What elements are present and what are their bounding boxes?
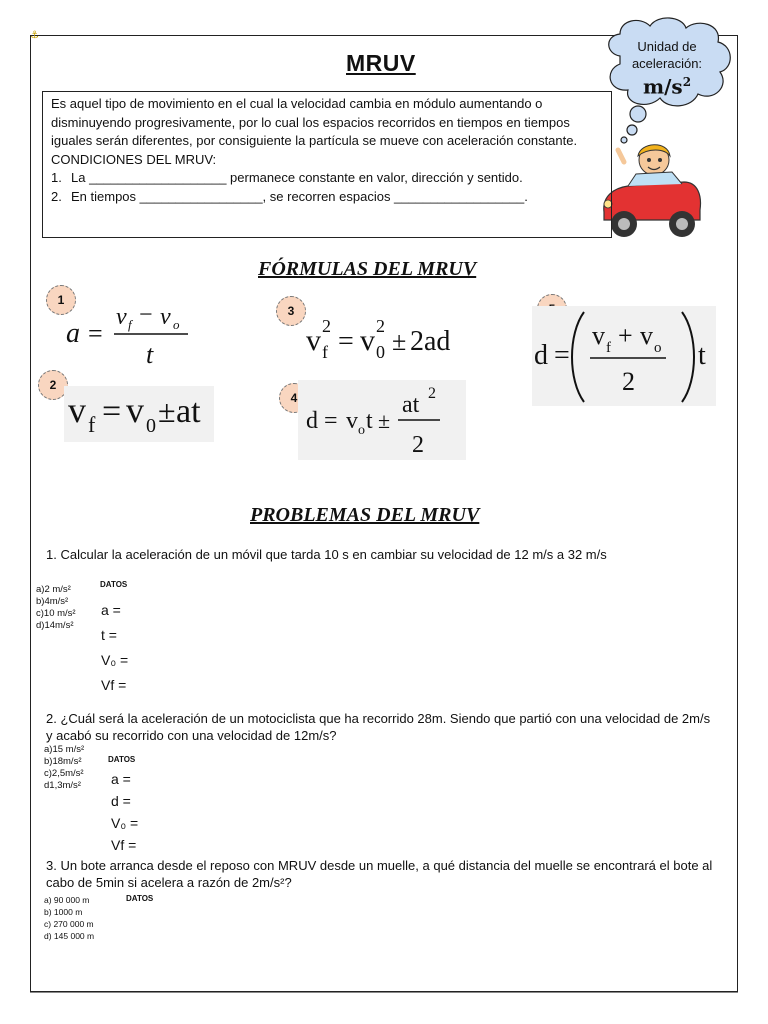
svg-text:=: =: [324, 408, 338, 434]
definition-box: [42, 91, 612, 238]
option-c: c)2,5m/s²: [44, 768, 84, 779]
bottom-divider: [30, 992, 738, 993]
option-c: c) 270 000 m: [44, 919, 94, 929]
svg-text:2: 2: [412, 432, 424, 458]
formula-2-graphic: [64, 386, 214, 442]
datos-vf: Vf =: [101, 677, 127, 693]
formula-5-graphic: [532, 306, 716, 406]
problem-3-options: [44, 894, 94, 942]
car-illustration: [598, 140, 706, 250]
svg-text:d: d: [534, 340, 548, 371]
svg-text:o: o: [654, 340, 662, 356]
option-a: a)2 m/s²: [36, 584, 71, 595]
formula-3-graphic: [302, 310, 467, 366]
svg-text:0: 0: [146, 415, 156, 437]
svg-text:a: a: [66, 318, 80, 349]
condition-text: En tiempos _________________, se recorren espacios __________________.: [71, 188, 528, 204]
thought-cloud: [598, 16, 738, 116]
svg-text:±: ±: [378, 408, 391, 433]
option-c: c)10 m/s²: [36, 608, 76, 619]
svg-text:=: =: [88, 319, 103, 348]
formulas-heading: FÓRMULAS DEL MRUV: [258, 258, 477, 280]
svg-text:+: +: [618, 321, 633, 350]
svg-text:=: =: [554, 340, 570, 371]
problem-1-datos: [101, 602, 128, 702]
datos-d: d =: [111, 793, 131, 809]
svg-text:v: v: [68, 390, 86, 430]
formula-distance: [298, 380, 466, 460]
option-b: b)4m/s²: [36, 596, 69, 607]
cloud-text: [610, 38, 724, 99]
svg-text:=: =: [102, 393, 122, 430]
problem-1-options: [36, 584, 76, 632]
svg-text:0: 0: [376, 342, 385, 362]
svg-text:−: −: [139, 302, 153, 328]
formula-distance-average: [532, 306, 716, 406]
condition-item: [51, 188, 603, 207]
anchor-icon: ⚓: [30, 30, 39, 41]
svg-text:t: t: [366, 408, 373, 434]
svg-text:t: t: [146, 340, 154, 369]
unit-exponent: 2: [682, 75, 692, 89]
svg-text:2: 2: [622, 367, 635, 396]
svg-text:±: ±: [392, 327, 407, 356]
condition-text: La ___________________ permanece constante en valor, dirección y sentido.: [71, 170, 523, 185]
svg-text:at: at: [176, 393, 201, 430]
formula-1-graphic: [64, 298, 194, 370]
svg-text:v: v: [592, 321, 605, 350]
option-d: d1,3m/s²: [44, 780, 81, 791]
formula-acceleration: [64, 298, 194, 370]
unit-base: m/s: [642, 74, 683, 99]
svg-text:d: d: [306, 408, 318, 434]
svg-text:f: f: [88, 412, 96, 437]
formula-badge-1: 1: [46, 285, 76, 315]
option-b: b) 1000 m: [44, 907, 83, 917]
svg-text:±: ±: [158, 393, 176, 429]
option-a: a) 90 000 m: [44, 895, 90, 905]
svg-text:at: at: [402, 392, 420, 418]
svg-text:v: v: [306, 324, 321, 357]
svg-text:o: o: [358, 423, 365, 438]
problems-heading: PROBLEMAS DEL MRUV: [250, 504, 480, 526]
option-d: d) 145 000 m: [44, 931, 95, 941]
datos-v0: V₀ =: [111, 815, 139, 831]
formula-final-velocity: [64, 386, 214, 442]
problem-2-datos: [111, 771, 138, 859]
problem-1-datos-label: DATOS: [100, 580, 128, 589]
option-a: a)15 m/s²: [44, 744, 85, 755]
svg-text:=: =: [338, 326, 354, 357]
svg-text:v: v: [346, 408, 358, 434]
svg-text:f: f: [606, 340, 611, 356]
condition-item: [51, 169, 603, 188]
svg-text:f: f: [128, 317, 132, 332]
svg-text:2: 2: [322, 316, 331, 336]
boy-in-car-icon: [598, 140, 706, 250]
svg-text:v: v: [640, 321, 653, 350]
datos-v0: V₀ =: [101, 652, 129, 668]
option-d: d)14m/s²: [36, 620, 74, 631]
option-b: b)18m/s²: [44, 756, 82, 767]
svg-text:v: v: [360, 324, 375, 357]
svg-text:2: 2: [428, 385, 436, 402]
datos-a: a =: [101, 602, 121, 618]
cloud-line-1: Unidad de: [637, 39, 697, 54]
page-title: MRUV: [346, 50, 416, 76]
svg-text:f: f: [322, 342, 328, 362]
svg-text:v: v: [126, 390, 144, 430]
datos-vf: Vf =: [111, 837, 137, 853]
problem-3-question: 3. Un bote arranca desde el reposo con MRUV desde un muelle, a qué distancia del muelle se encontrará el bote al cabo de 5min si acelera a razón de 2m/s²?: [46, 858, 713, 890]
svg-text:v: v: [116, 304, 127, 330]
svg-text:t: t: [698, 340, 706, 371]
datos-a: a =: [111, 771, 131, 787]
formula-badge-2: 2: [38, 370, 68, 400]
problem-1-question: 1. Calcular la aceleración de un móvil que tarda 10 s en cambiar su velocidad de 12 m/s a 32 m/s: [46, 547, 607, 562]
svg-text:2: 2: [376, 316, 385, 336]
acceleration-unit: [610, 74, 724, 99]
formula-4-graphic: [298, 380, 466, 460]
svg-text:o: o: [173, 317, 180, 332]
cloud-line-2: aceleración:: [631, 56, 703, 71]
formula-badge-3: 3: [276, 296, 306, 326]
formula-badge-4: 4: [279, 383, 309, 413]
condition-number: 1.: [51, 170, 62, 185]
problem-2-options: [44, 744, 84, 792]
condition-number: 2.: [51, 188, 62, 204]
problem-2-question: 2. ¿Cuál será la aceleración de un motociclista que ha recorrido 28m. Siendo que partió con una velocidad de 2m/s y acabó su recorrido con una velocidad de 12m/s?: [46, 711, 711, 743]
datos-t: t =: [101, 627, 117, 643]
definition-paragraph: Es aquel tipo de movimiento en el cual la velocidad cambia en módulo aumentando o disminuyendo progresivamente, por lo cual los espacios recorridos en tiempos en tiempos iguales serán diferentes, por consiguiente la partícula se mueve con aceleración constante.: [51, 96, 578, 148]
formula-velocity-squared: [302, 310, 467, 366]
svg-text:2ad: 2ad: [410, 326, 451, 357]
problem-2-datos-label: DATOS: [108, 755, 136, 764]
problem-3-datos-label: DATOS: [126, 894, 154, 903]
svg-text:v: v: [160, 304, 171, 330]
conditions-title: CONDICIONES DEL MRUV:: [51, 151, 217, 167]
